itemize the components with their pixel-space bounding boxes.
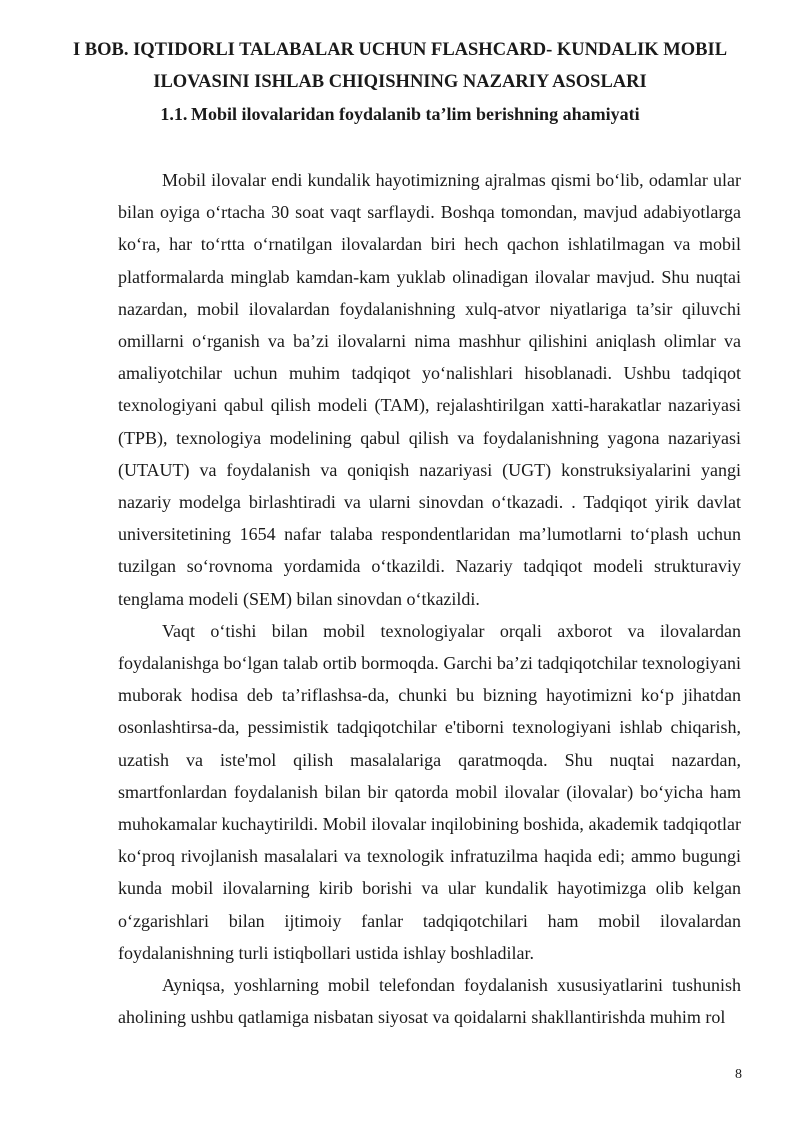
paragraph: Ayniqsa, yoshlarning mobil telefondan foydalanish xususiyatlarini tushunish aholining ushbu qatlamiga nisbatan siyosat va qoidalarni shakllantirishda muhim rol <box>118 975 741 1028</box>
chapter-title: I BOB. IQTIDORLI TALABALAR UCHUN FLASHCARD- KUNDALIK MOBIL ILOVASINI ISHLAB CHIQISHNING NAZARIY ASOSLARI <box>72 40 728 92</box>
section-title: 1.1. Mobil ilovalaridan foydalanib ta’lim berishning ahamiyati <box>160 104 640 124</box>
paragraph: Mobil ilovalar endi kundalik hayotimizning ajralmas qismi bo‘lib, odamlar ular bilan oyiga o‘rtacha 30 soat vaqt sarflaydi. Boshqa tomondan, mavjud adabiyotlarga ko‘ra, har to‘rtta o‘rnatilgan ilovalardan biri hech qachon ishlatilmagan va mobil platformalarda minglab kamdan-kam yuklab olinadigan ilovalar mavjud. Shu nuqtai nazardan, mobil ilovalardan foydalanishning xulq-atvor niyatlariga ta’sir qiluvchi omillarni o‘rganish va ba’zi ilovalarni nima mashhur qilishini aniqlash olimlar va amaliyotchilar uchun muhim tadqiqot yo‘nalishlari hisoblanadi. Ushbu tadqiqot texnologiyani qabul qilish modeli (TAM), rejalashtirilgan xatti-harakatlar nazariyasi (TPB), texnologiya modelining qabul qilish va foydalanishning yagona nazariyasi (UTAUT) va foydalanish va qoniqish nazariyasi (UGT) konstruksiyalarini yangi nazariy modelga birlashtiradi va ularni sinovdan o‘tkazadi. . Tadqiqot yirik davlat universitetining 1654 nafar talaba respondentlaridan ma’lumotlarni to‘plash uchun tuzilgan so‘rovnoma yordamida o‘tkazildi. Nazariy tadqiqot modeli strukturaviy tenglama modeli (SEM) bilan sinovdan o‘tkazildi. <box>118 170 741 609</box>
body-text <box>118 164 741 1033</box>
page-number: 8 <box>735 1067 742 1082</box>
paragraph: Vaqt o‘tishi bilan mobil texnologiyalar orqali axborot va ilovalardan foydalanishga bo‘lgan talab ortib bormoqda. Garchi ba’zi tadqiqotchilar texnologiyani muborak hodisa deb ta’riflashsa-da, chunki bu bizning hayotimizni ko‘p jihatdan osonlashtirsa-da, pessimistik tadqiqotchilar e'tiborni texnologiyani ishlab chiqarish, uzatish va iste'mol qilish masalalariga qaratmoqda. Shu nuqtai nazardan, smartfonlardan foydalanish bilan bir qatorda mobil ilovalar (ilovalar) bo‘yicha ham muhokamalar kuchaytirildi. Mobil ilovalar inqilobining boshida, akademik tadqiqotlar ko‘proq rivojlanish masalalari va texnologik infratuzilma haqida edi; ammo bugungi kunda mobil ilovalarning kirib borishi va ular kundalik hayotimizga olib kelgan o‘zgarishlari bilan ijtimoiy fanlar tadqiqotchilari ham mobil ilovalardan foydalanishning turli istiqbollari ustida ishlay boshladilar. <box>118 620 741 963</box>
